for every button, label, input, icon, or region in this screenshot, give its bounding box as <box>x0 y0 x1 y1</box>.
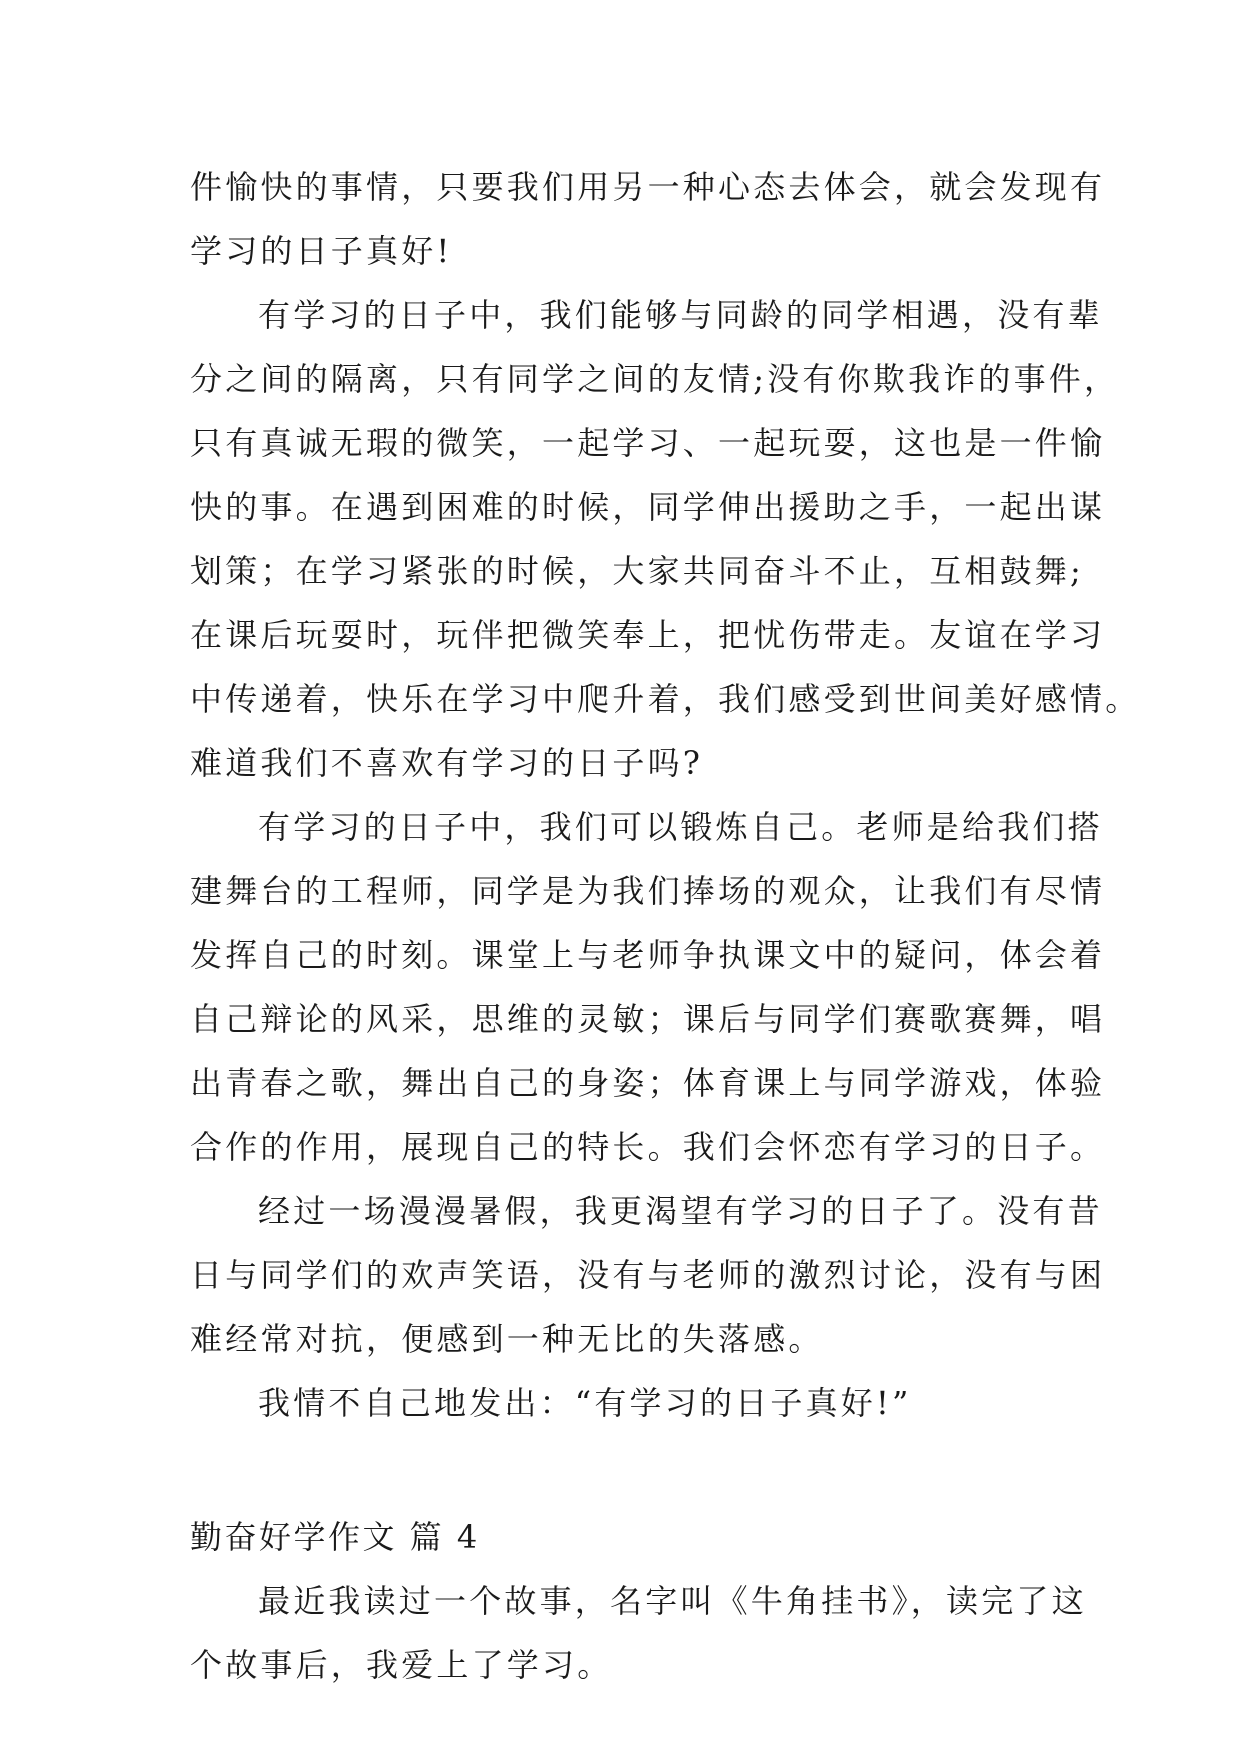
text-line: 划策；在学习紧张的时候，大家共同奋斗不止，互相鼓舞; <box>190 552 1084 590</box>
text-line: 出青春之歌，舞出自己的身姿；体育课上与同学游戏，体验 <box>190 1064 1106 1102</box>
text-line: 发挥自己的时刻。课堂上与老师争执课文中的疑问，体会着 <box>190 936 1106 974</box>
text-line: 合作的作用，展现自己的特长。我们会怀恋有学习的日子。 <box>190 1128 1106 1166</box>
paragraph <box>190 1179 1106 1371</box>
text-line: 日与同学们的欢声笑语，没有与老师的激烈讨论，没有与困 <box>190 1256 1106 1294</box>
text-line: 个故事后，我爱上了学习。 <box>190 1646 613 1684</box>
section-heading: 勤奋好学作文 篇 4 <box>190 1518 480 1556</box>
text-line: 我情不自己地发出：“有学习的日子真好!” <box>258 1384 912 1422</box>
paragraph <box>190 1371 1070 1435</box>
text-line: 建舞台的工程师，同学是为我们捧场的观众，让我们有尽情 <box>190 872 1106 910</box>
text-line: 经过一场漫漫暑假，我更渴望有学习的日子了。没有昔 <box>258 1192 1103 1230</box>
text-line: 有学习的日子中，我们可以锻炼自己。老师是给我们搭 <box>258 808 1103 846</box>
paragraph <box>190 795 1106 1179</box>
text-line: 只有真诚无瑕的微笑，一起学习、一起玩耍，这也是一件愉 <box>190 424 1106 462</box>
text-line: 分之间的隔离，只有同学之间的友情;没有你欺我诈的事件， <box>190 360 1120 398</box>
text-line: 难经常对抗，便感到一种无比的失落感。 <box>190 1320 824 1358</box>
text-line: 最近我读过一个故事，名字叫《牛角挂书》，读完了这 <box>258 1582 1087 1620</box>
section-spacer <box>190 1435 1070 1505</box>
text-line: 难道我们不喜欢有学习的日子吗? <box>190 744 704 782</box>
text-line: 在课后玩耍时，玩伴把微笑奉上，把忧伤带走。友谊在学习 <box>190 616 1106 654</box>
text-line: 快的事。在遇到困难的时候，同学伸出援助之手，一起出谋 <box>190 488 1106 526</box>
text-line: 件愉快的事情，只要我们用另一种心态去体会，就会发现有 <box>190 168 1106 206</box>
text-line: 自己辩论的风采，思维的灵敏；课后与同学们赛歌赛舞，唱 <box>190 1000 1106 1038</box>
paragraph <box>190 283 1141 795</box>
paragraph <box>190 1569 1087 1697</box>
paragraph <box>190 155 1106 283</box>
text-line: 中传递着，快乐在学习中爬升着，我们感受到世间美好感情。 <box>190 680 1141 718</box>
text-line: 学习的日子真好! <box>190 232 453 270</box>
document-body <box>190 155 1141 1697</box>
text-line: 有学习的日子中，我们能够与同龄的同学相遇，没有辈 <box>258 296 1103 334</box>
